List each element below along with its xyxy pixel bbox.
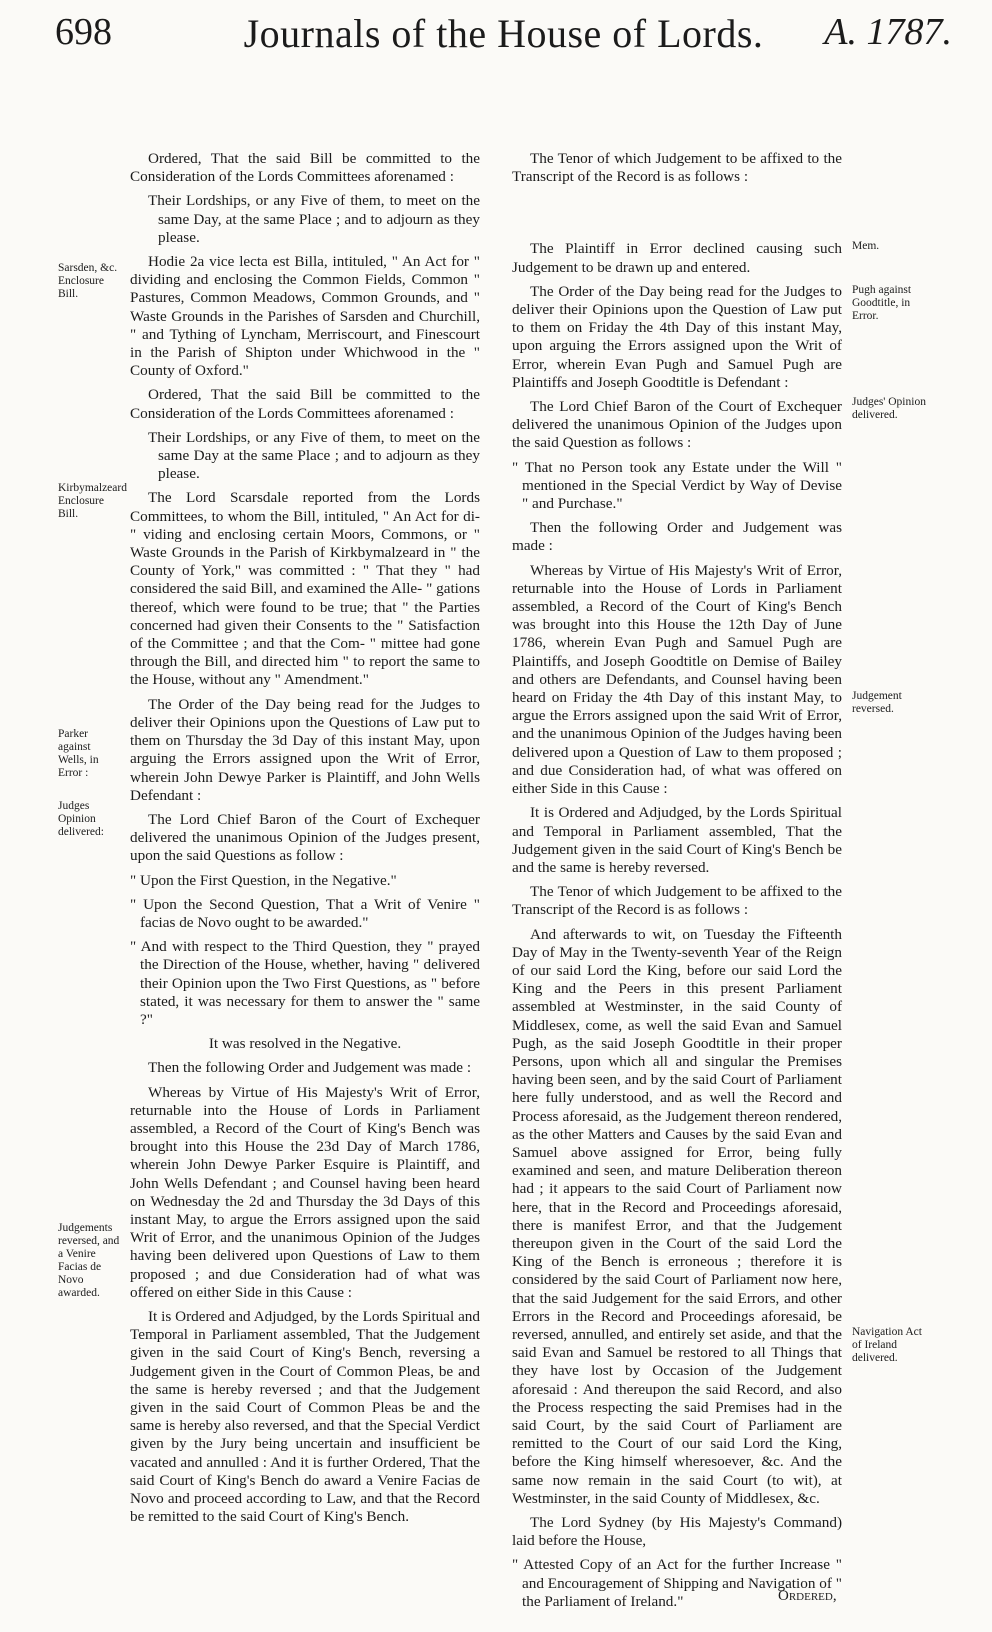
paragraph: The Plaintiff in Error declined causing such Judgement to be drawn up and entered.: [512, 240, 842, 276]
paragraph: Ordered, That the said Bill be committed to the Consideration of the Lords Committees aforenamed :: [130, 386, 480, 422]
right-column: [512, 150, 842, 1617]
paragraph: It is Ordered and Adjudged, by the Lords Spiritual and Temporal in Parliament assembled, That the Judgement given in the said Court of King's Bench be and the same is hereby reversed.: [512, 804, 842, 876]
margin-note: Judgements reversed, and a Venire Facias de Novo awarded.: [58, 1222, 120, 1299]
paragraph: The Tenor of which Judgement to be affixed to the Transcript of the Record is as follows :: [512, 150, 842, 186]
margin-note: Parker against Wells, in Error :: [58, 728, 99, 779]
paragraph: " Attested Copy of an Act for the further Increase " and Encouragement of Shipping and Navigation of " the Parliament of Ireland.": [512, 1556, 842, 1610]
margin-note: Kirbymalzeard Enclosure Bill.: [58, 482, 127, 520]
paragraph: It is Ordered and Adjudged, by the Lords Spiritual and Temporal in Parliament assembled, That the Judgement given in the said Court of King's Bench, reversing a Judgement given in the Court of Common Pleas, be and the same is hereby reversed ; and that the Judgement given in the said Court of Common Pleas be and the same is hereby also reversed, and that the Special Verdict given by the Jury being uncertain and insufficient be vacated and annulled : And it is further Ordered, That the said Court of King's Bench do award a Venire Facias de Novo and proceed according to Law, and that the Record be remitted to the said Court of King's Bench.: [130, 1307, 480, 1526]
paragraph: " Upon the Second Question, That a Writ of Venire " facias de Novo ought to be awarded.": [130, 895, 480, 931]
paragraph: Hodie 2a vice lecta est Billa, intituled, " An Act for " dividing and enclosing the Common Fields, Common " Pastures, Common Meadows, Common Grounds, and " Waste Grounds in the Parishes of Sarsden and Churchill, " and Tything of Lyncham, Merriscourt, and Finescourt in the Parish of Shipton under Whichwood in the " County of Oxford.": [130, 253, 480, 380]
page-number: 698: [55, 11, 112, 53]
margin-note: Sarsden, &c. Enclosure Bill.: [58, 262, 118, 300]
margin-note: Judges Opinion delivered:: [58, 800, 104, 838]
left-column: [130, 150, 480, 1532]
paragraph: Whereas by Virtue of His Majesty's Writ of Error, returnable into the House of Lords in Parliament assembled, a Record of the Court of King's Bench was brought into this House the 12th Day of June 1786, wherein Evan Pugh and Samuel Pugh are Plaintiffs, and Joseph Goodtitle on Demise of Bailey and others are Defendants, and Counsel having been heard on Friday the 4th Day of this instant May, to argue the Errors assigned upon the said Writ of Error, and the unanimous Opinion of the Judges having been delivered upon a Question of Law to them proposed ; and due Consideration had, of what was offered on either Side in this Cause :: [512, 561, 842, 798]
paragraph: The Lord Sydney (by His Majesty's Command) laid before the House,: [512, 1514, 842, 1550]
catchword: Ordered,: [778, 1588, 837, 1604]
paragraph: Then the following Order and Judgement was made :: [148, 1059, 472, 1077]
paragraph: Their Lordships, or any Five of them, to meet on the same Day, at the same Place ; and to adjourn as they please.: [148, 192, 480, 246]
paragraph: The Lord Chief Baron of the Court of Exchequer delivered the unanimous Opinion of the Judges upon the said Question as follows :: [512, 398, 842, 452]
margin-note: Mem.: [852, 240, 880, 252]
paragraph-gap: [512, 192, 842, 240]
margin-note: Judgement reversed.: [852, 690, 902, 715]
paragraph: " That no Person took any Estate under the Will " mentioned in the Special Verdict by Way of Devise " and Purchase.": [512, 458, 842, 513]
paragraph: " Upon the First Question, in the Negative.": [130, 871, 397, 889]
page-year: A. 1787.: [824, 11, 952, 53]
paragraph: The Order of the Day being read for the Judges to deliver their Opinions upon the Questions of Law put to them on Thursday the 3d Day of this instant May, upon arguing the Errors assigned upon the Writ of Error, wherein John Dewye Parker is Plaintiff, and John Wells Defendant :: [130, 695, 480, 804]
page-header: [55, 10, 952, 62]
paragraph: And afterwards to wit, on Tuesday the Fifteenth Day of May in the Twenty-seventh Year of the Reign of our said Lord the King, before our said Lord the King and the Peers in this present Parliament assembled at Westminster, in the said County of Middlesex, come, as well the said Evan and Samuel Pugh, as the said Joseph Goodtitle in their proper Persons, upon which all and singular the Premises having been seen, and by the said Court of Parliament here fully understood, and as well the Record and Process aforesaid, as the Judgement thereon rendered, as the other Matters and Causes by the said Evan and Samuel above assigned for Error, being fully examined and seen, and mature Deliberation thereon had ; it appears to the said Court of Parliament now here, that in the Record and Proceedings aforesaid, there is manifest Error, and that the Judgement thereupon given in the Court of the said Lord the King of the Bench is erroneous ; therefore it is considered by the said Court of Parliament now here, that the said Judgement for the said Errors, and other Errors in the Record and Proceedings aforesaid, be reversed, annulled, and entirely set aside, and that the said Evan and Samuel be restored to all Things that they have lost by Occasion of the Judgement aforesaid : And thereupon the said Record, and also the Process respecting the said Premises had in the said Court, by the said Court of Parliament are remitted to the Court of our said Lord the King, before the King himself wheresoever, &c. And the same now remain in the said Court (to wit), at Westminster, in the said County of Middlesex, &c.: [512, 925, 842, 1507]
paragraph: Ordered, That the said Bill be committed to the Consideration of the Lords Committees aforenamed :: [130, 150, 480, 186]
paragraph: Whereas by Virtue of His Majesty's Writ of Error, returnable into the House of Lords in Parliament assembled, a Record of the Court of King's Bench was brought into this House the 23d Day of March 1786, wherein John Dewye Parker Esquire is Plaintiff, and John Wells Defendant ; and Counsel having been heard on Wednesday the 2d and Thursday the 3d Days of this instant May, to argue the Errors assigned upon the said Writ of Error, and the unanimous Opinion of the Judges having been delivered upon Questions of Law to them proposed ; and due Consideration had of what was offered on either Side in this Cause :: [130, 1083, 480, 1301]
paragraph: The Tenor of which Judgement to be affixed to the Transcript of the Record is as follows :: [512, 883, 842, 919]
margin-note: Navigation Act of Ireland delivered.: [852, 1326, 922, 1364]
margin-note: Judges' Opinion delivered.: [852, 396, 926, 421]
paragraph: It was resolved in the Negative.: [208, 1035, 402, 1053]
paragraph: The Order of the Day being read for the Judges to deliver their Opinions upon the Question of Law put to them on Friday the 4th Day of this instant May, upon arguing the Errors assigned upon the Writ of Error, wherein Evan Pugh and Samuel Pugh are Plaintiffs and Joseph Goodtitle is Defendant :: [512, 282, 842, 391]
margin-note: Pugh against Goodtitle, in Error.: [852, 284, 912, 322]
paragraph: Then the following Order and Judgement was made :: [512, 519, 842, 555]
paragraph: The Lord Scarsdale reported from the Lords Committees, to whom the Bill, intituled, " An Act for di- " viding and enclosing certain Moors, Commons, or " Waste Grounds in the Parish of Kirkbymalzeard in " the County of York," was committed : " That they " had considered the said Bill, and examined the Alle- " gations thereof, which were found to be true; that " the Parties concerned had given their Consents to the " Satisfaction of the Committee ; and that the Com- " mittee had gone through the Bill, and directed him " to report the same to the House, without any " Amendment.": [130, 489, 480, 689]
paragraph: Their Lordships, or any Five of them, to meet on the same Day at the same Place ; and to adjourn as they please.: [148, 428, 480, 483]
page-title: Journals of the House of Lords.: [243, 11, 764, 56]
paragraph: The Lord Chief Baron of the Court of Exchequer delivered the unanimous Opinion of the Judges present, upon the said Questions as follow :: [130, 810, 480, 865]
paragraph: " And with respect to the Third Question, they " prayed the Direction of the House, whether, having " delivered their Opinion upon the Two First Questions, as " before stated, it was necessary for them to answer the " same ?": [130, 938, 480, 1028]
